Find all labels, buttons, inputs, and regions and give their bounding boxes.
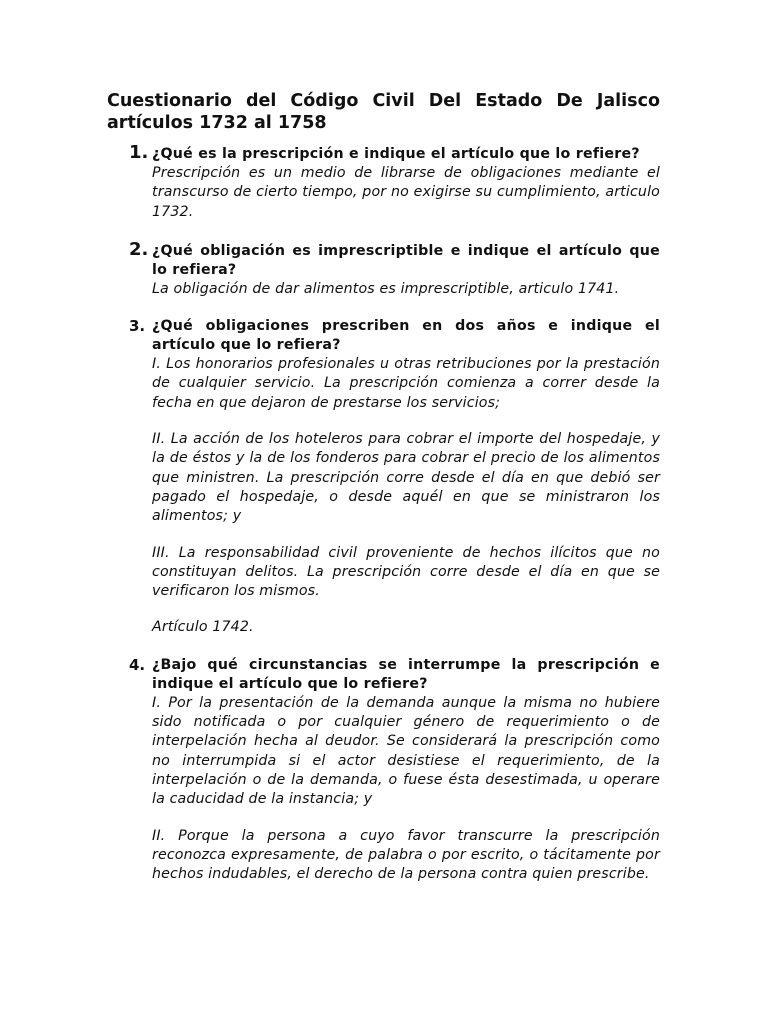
question-text: ¿Qué obligaciones prescriben en dos años e indique el artículo que lo refiera? [152,318,660,354]
question-text: ¿Qué es la prescripción e indique el artículo que lo refiere? [152,146,640,162]
answer-text: Prescripción es un medio de librarse de obligaciones mediante el transcurso de cierto tiempo, por no exigirse su cumplimiento, articulo 1732. [152,165,660,220]
answer-paragraph: I. Los honorarios profesionales u otras retribuciones por la prestación de cualquier servicio. La prescripción comienza a correr desde la fecha en que dejaron de prestarse los servicios; [152,356,660,411]
document-title [107,90,660,134]
question-number: 3. [129,317,146,336]
answer-paragraph: II. La acción de los hoteleros para cobrar el importe del hospedaje, y la de éstos y la de los fonderos para cobrar el precio de los alimentos que ministren. La prescripción corre desde el día en que debió ser pagado el hospedaje, o desde aquél en que se ministraron los alimentos; y [152,431,660,525]
question-2 [107,238,660,299]
question-text: ¿Bajo qué circunstancias se interrumpe la prescripción e indique el artículo que lo refiere? [152,656,660,692]
question-text: ¿Qué obligación es imprescriptible e indique el artículo que lo refiera? [152,242,660,278]
answer-paragraph: Artículo 1742. [152,619,254,636]
question-number: 2. [129,238,149,260]
answer-paragraph: I. Por la presentación de la demanda aunque la misma no hubiere sido notificada o por cualquier género de requerimiento o de interpelación hecha al deudor. Se considerará la prescripción como no interrumpida si el actor desistiese el requerimiento, de la interpelación o de la demanda, o fuese ésta desestimada, u operare la caducidad de la instancia; y [152,694,660,808]
answer-paragraph: II. Porque la persona a cuyo favor transcurre la prescripción reconozca expresamente, de palabra o por escrito, o tácitamente por hechos indudables, el derecho de la persona contra quien prescribe. [152,827,660,883]
title-line-2: artículos 1732 al 1758 [107,113,327,133]
question-number: 1. [129,142,149,163]
document-page [107,90,660,884]
answer-paragraph: III. La responsabilidad civil proveniente de hechos ilícitos que no constituyan delitos. La prescripción corre desde el día en que se verificaron los mismos. [152,544,660,600]
answer-text: La obligación de dar alimentos es imprescriptible, articulo 1741. [152,280,620,297]
question-number: 4. [129,655,146,674]
question-4 [107,656,660,885]
title-line-1: Cuestionario del Código Civil Del Estado De Jalisco [107,91,660,111]
question-1 [107,142,660,222]
question-3 [107,317,660,638]
